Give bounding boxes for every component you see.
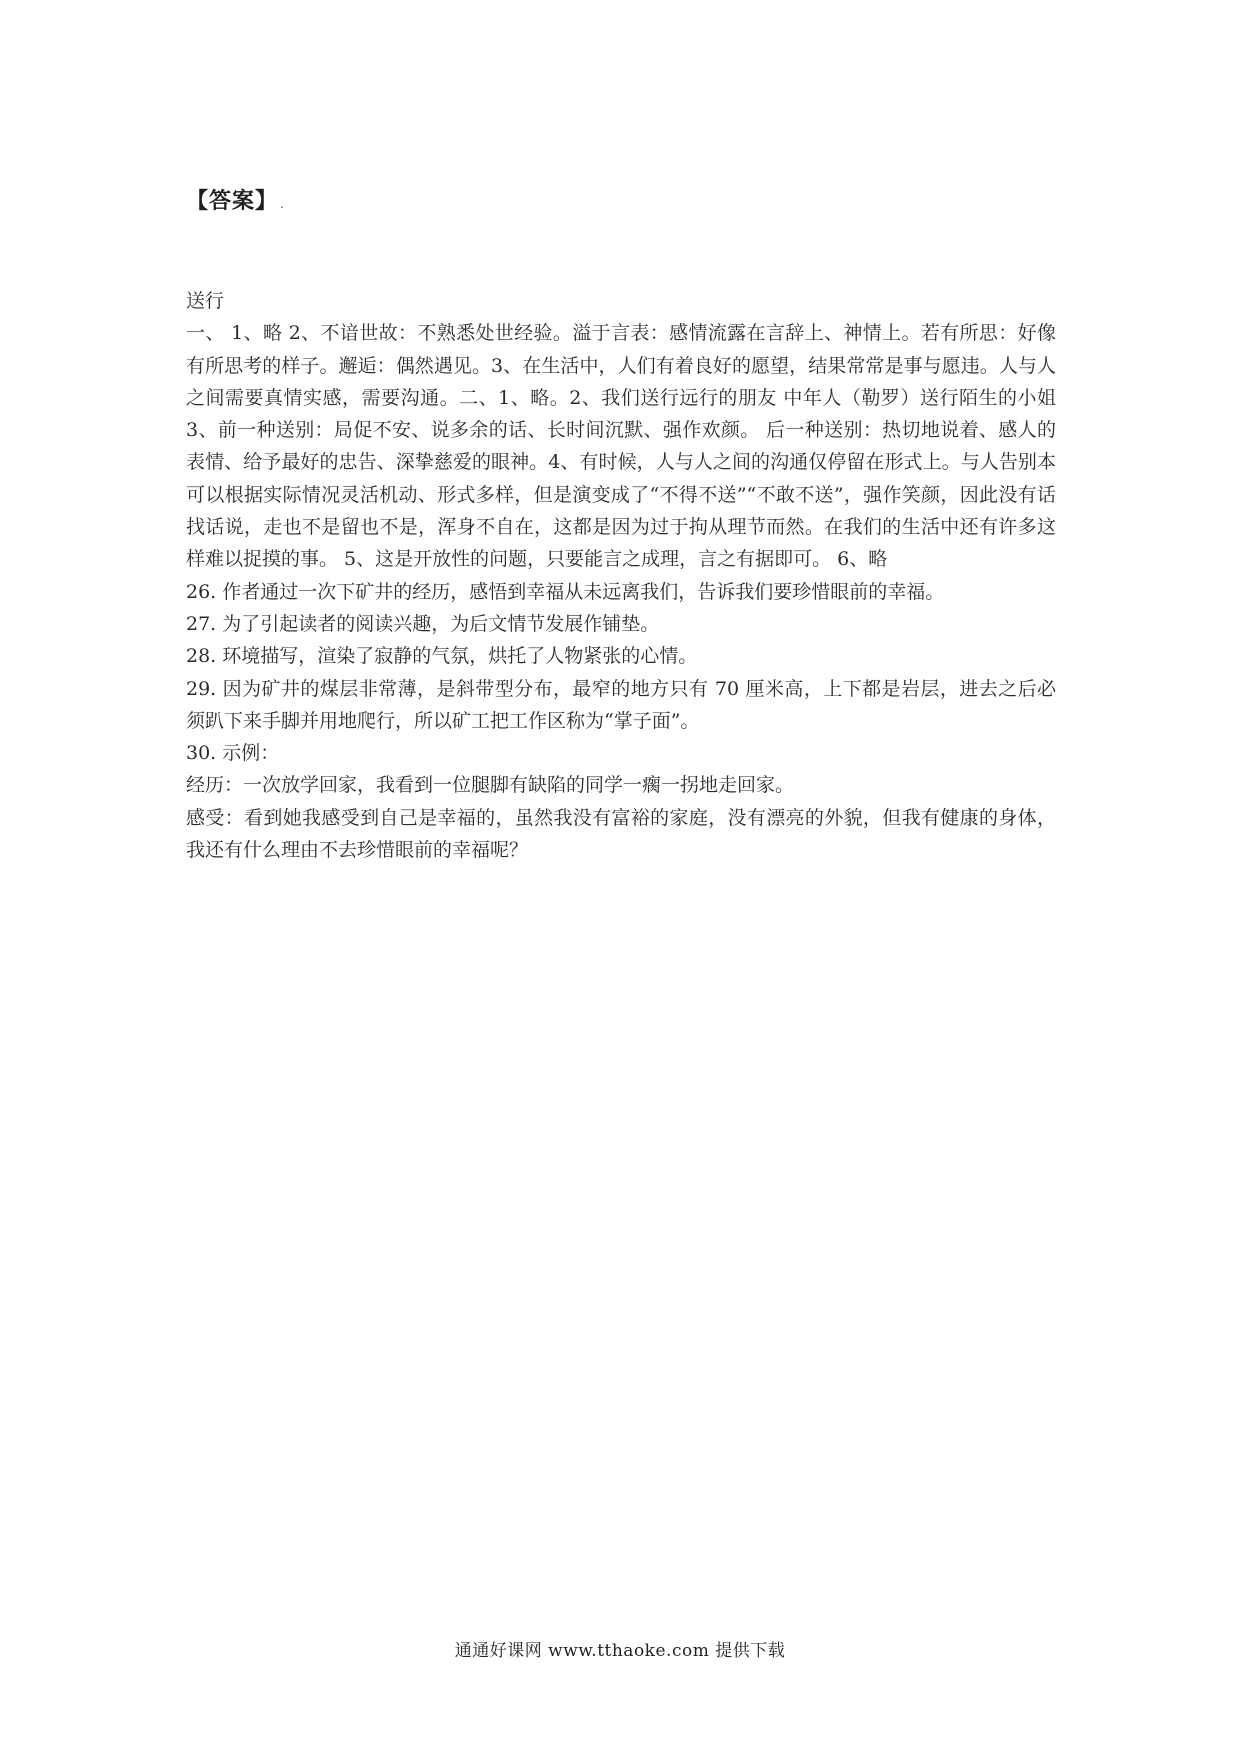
example-feeling: 感受：看到她我感受到自己是幸福的，虽然我没有富裕的家庭，没有漂亮的外貌，但我有健康的身体，我还有什么理由不去珍惜眼前的幸福呢？: [186, 806, 1056, 862]
heading-mark: .: [280, 197, 285, 211]
answer-item-27: 27. 为了引起读者的阅读兴趣，为后文情节发展作铺垫。: [186, 612, 660, 635]
answer-heading: [186, 184, 285, 215]
page-footer: 通通好课网 www.tthaoke.com 提供下载: [454, 1641, 786, 1661]
answer-body: [186, 285, 1056, 866]
answer-paragraph-songxing: 一、 1、略 2、不谙世故：不熟悉处世经验。溢于言表：感情流露在言辞上、神情上。若有所思：好像有所思考的样子。邂逅：偶然遇见。3、在生活中，人们有着良好的愿望，结果常常是事与愿违。人与人之间需要真情实感，需要沟通。二、1、略。2、我们送行远行的朋友 中年人（勒罗）送行陌生的小姐 3、前一种送别：局促不安、说多余的话、长时间沉默、强作欢颜。 后一种送别：热切地说着、感人的表情、给予最好的忠告、深挚慈爱的眼神。4、有时候，人与人之间的沟通仅停留在形式上。与人告别本可以根据实际情况灵活机动、形式多样，但是演变成了“不得不送”“不敢不送”，强作笑颜，因此没有话找话说，走也不是留也不是，浑身不自在，这都是因为过于拘从理节而然。在我们的生活中还有许多这样难以捉摸的事。 5、这是开放性的问题，只要能言之成理，言之有据即可。 6、略: [186, 322, 1056, 571]
answer-item-28: 28. 环境描写，渲染了寂静的气氛，烘托了人物紧张的心情。: [186, 645, 698, 668]
section-title: 送行: [186, 290, 225, 312]
answer-item-26: 26. 作者通过一次下矿井的经历，感悟到幸福从未远离我们，告诉我们要珍惜眼前的幸福。: [186, 580, 945, 603]
answer-item-30: 30. 示例：: [186, 742, 280, 765]
answer-heading-text: 【答案】: [186, 188, 279, 214]
example-experience: 经历：一次放学回家，我看到一位腿脚有缺陷的同学一瘸一拐地走回家。: [186, 774, 795, 797]
answer-item-29: 29. 因为矿井的煤层非常薄，是斜带型分布，最窄的地方只有 70 厘米高，上下都是岩层，进去之后必须趴下来手脚并用地爬行，所以矿工把工作区称为“掌子面”。: [186, 677, 1056, 732]
